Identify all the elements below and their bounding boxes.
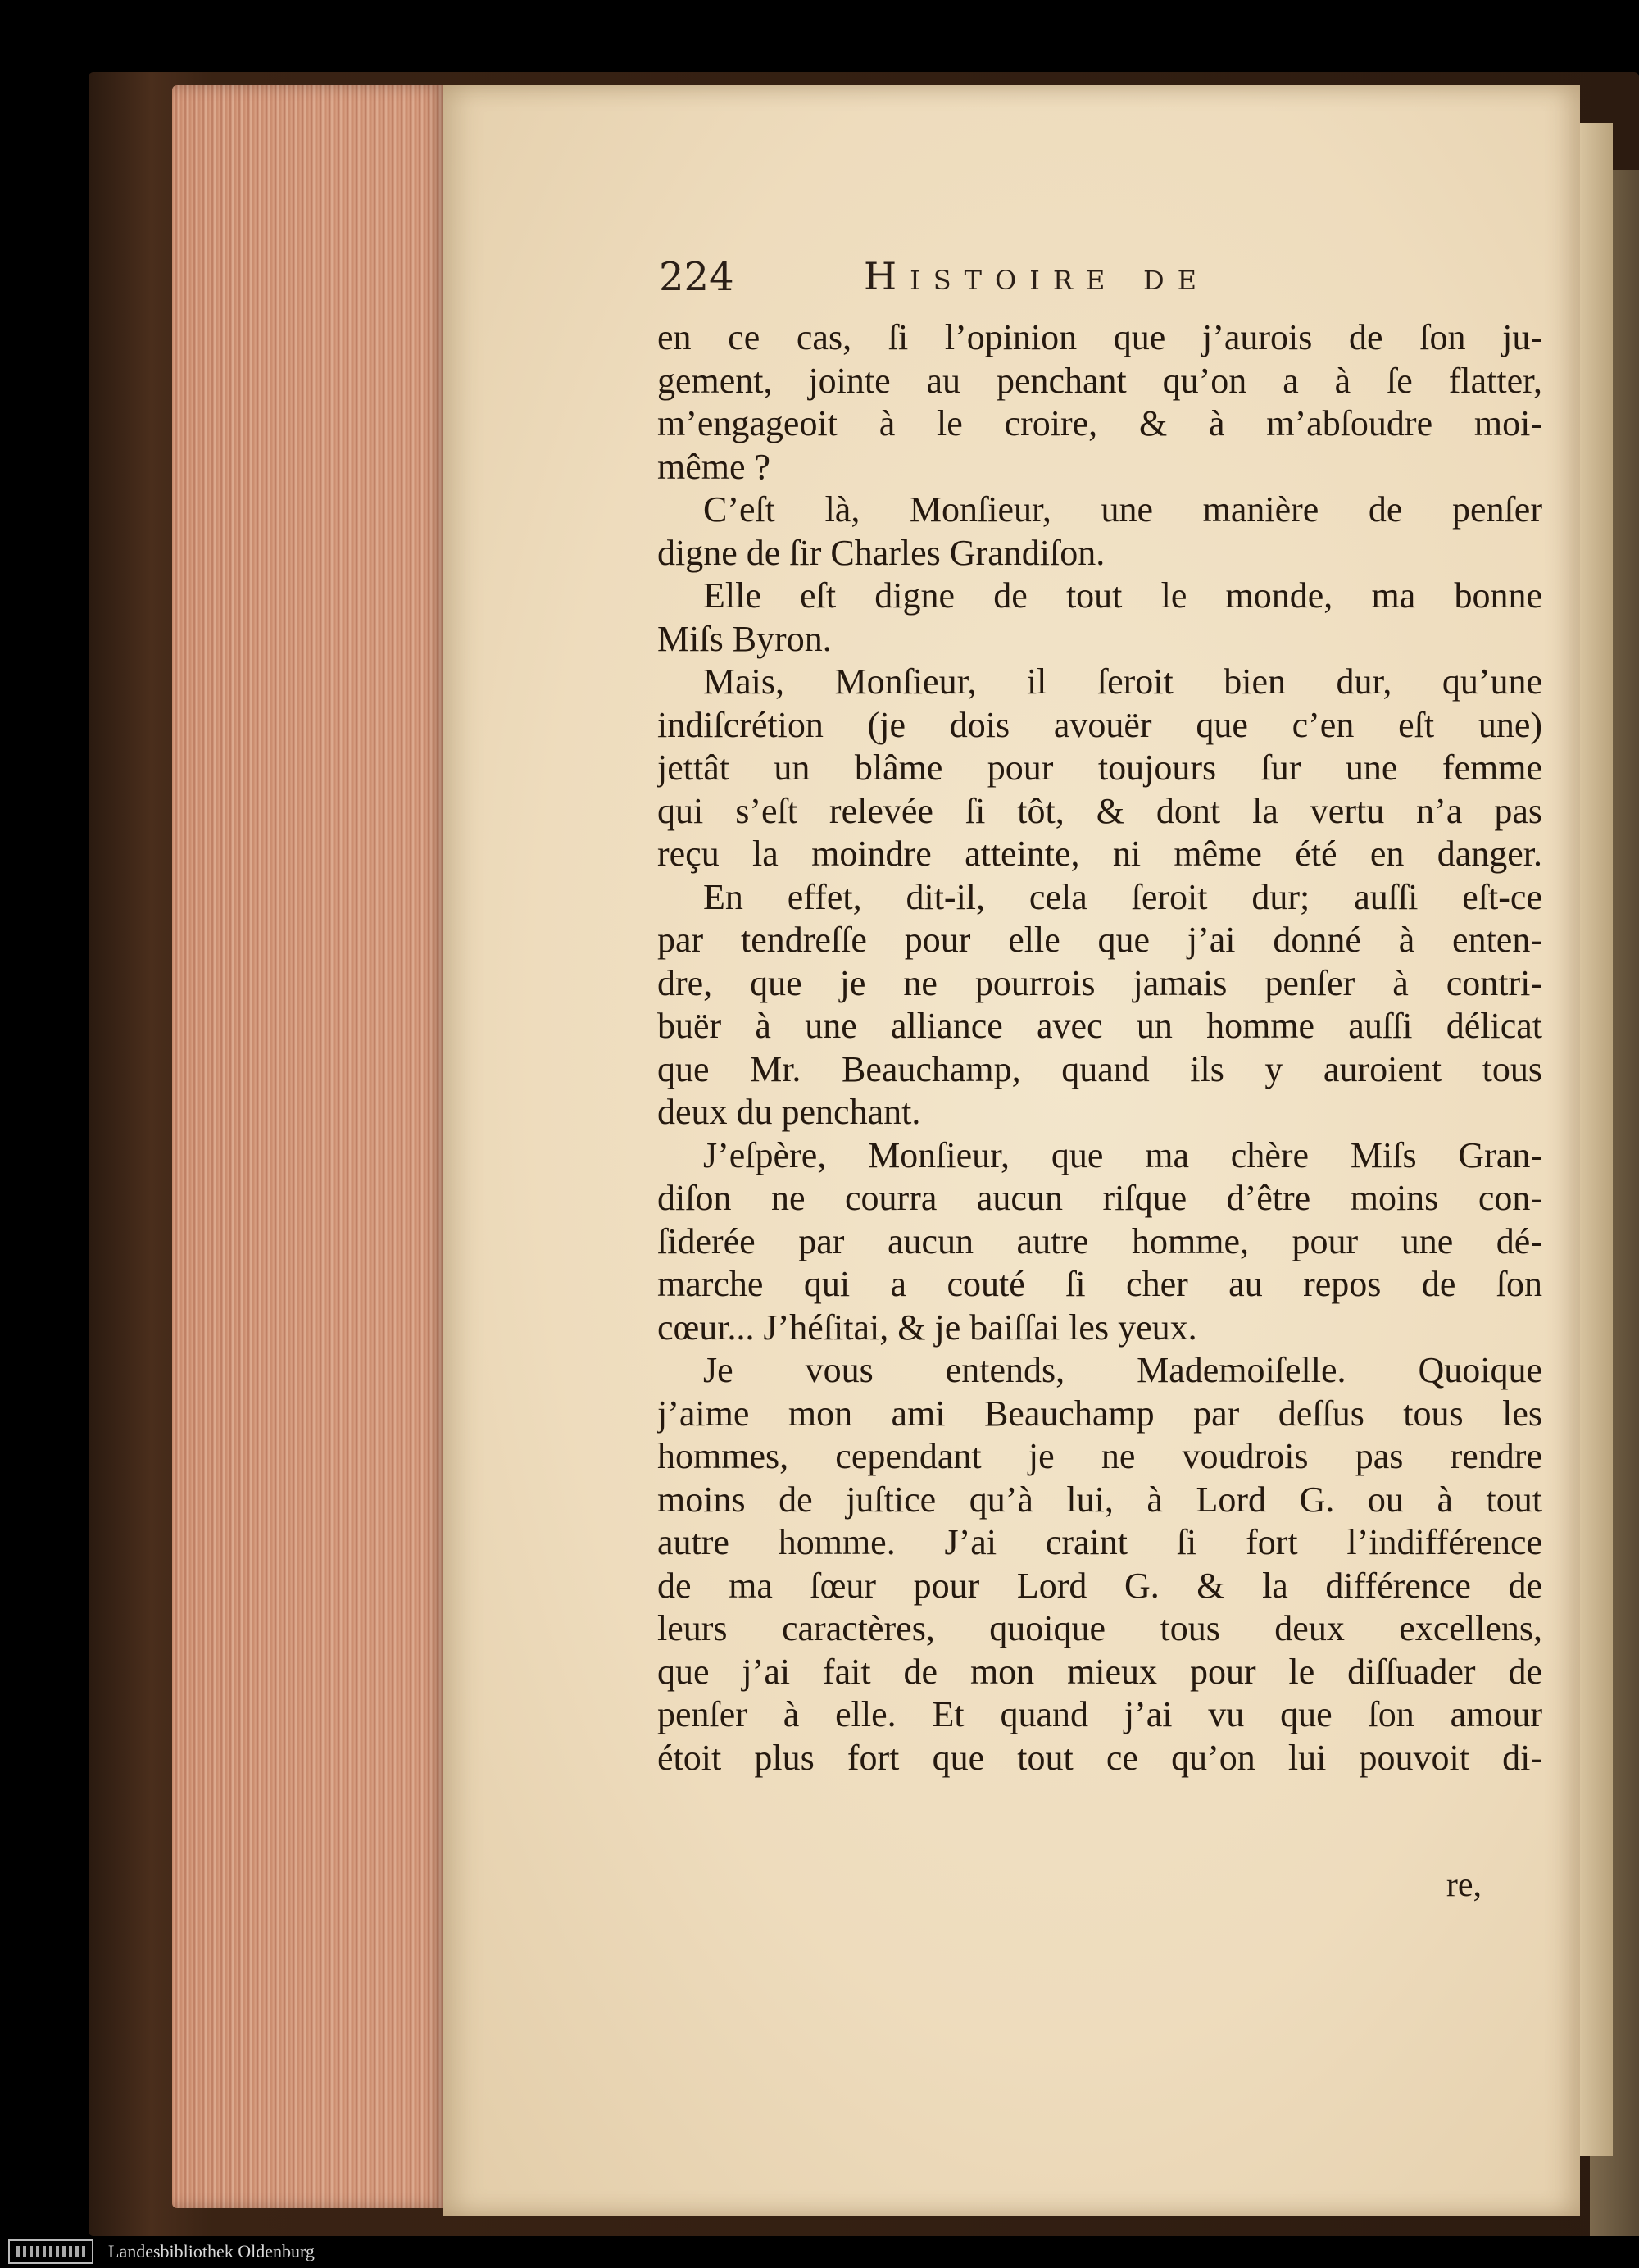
footer-bar xyxy=(0,2236,1639,2268)
text-line: m’engageoit à le croire, & à m’abſoudre moi- xyxy=(657,403,1542,443)
text-line: C’eſt là, Monſieur, une manière de penſer xyxy=(703,489,1542,530)
library-name: Landesbibliothek Oldenburg xyxy=(108,2241,315,2261)
text-line: diſon ne courra aucun riſque d’être moins con- xyxy=(657,1178,1542,1218)
catchword: re, xyxy=(1446,1866,1482,1904)
text-line: hommes, cependant je ne voudrois pas rendre xyxy=(657,1436,1542,1476)
text-line: Mais, Monſieur, il ſeroit bien dur, qu’une xyxy=(703,661,1542,702)
text-line: ſiderée par aucun autre homme, pour une dé- xyxy=(657,1220,1542,1261)
text-line: gement, jointe au penchant qu’on a à ſe flatter, xyxy=(657,360,1542,401)
text-line: buër à une alliance avec un homme auſſi délicat xyxy=(657,1006,1542,1046)
text-line: digne de ſir Charles Grandiſon. xyxy=(657,532,1106,573)
text-line: moins de juſtice qu’à lui, à Lord G. ou à tout xyxy=(657,1479,1542,1520)
page-fore-edge xyxy=(172,85,447,2208)
text-line: cœur... J’héſitai, & je baiſſai les yeux. xyxy=(657,1307,1197,1348)
text-line: leurs caractères, quoique tous deux excellens, xyxy=(657,1608,1542,1648)
page-number: 224 xyxy=(659,254,734,300)
text-line: étoit plus fort que tout ce qu’on lui pouvoit di- xyxy=(657,1737,1542,1778)
text-line: reçu la moindre atteinte, ni même été en danger. xyxy=(657,834,1542,874)
text-line: Elle eſt digne de tout le monde, ma bonne xyxy=(703,575,1542,616)
text-line: en ce cas, ſi l’opinion que j’aurois de ſon ju- xyxy=(657,317,1542,357)
text-line: Je vous entends, Mademoiſelle. Quoique xyxy=(703,1350,1542,1390)
text-line: jettât un blâme pour toujours ſur une femme xyxy=(657,748,1542,788)
library-building-logo-icon xyxy=(8,2239,93,2264)
book-page xyxy=(443,85,1580,2216)
text-line: En effet, dit-il, cela ſeroit dur; auſſi eſt-ce xyxy=(703,876,1542,917)
text-line: même ? xyxy=(657,446,771,487)
text-line: deux du penchant. xyxy=(657,1092,921,1132)
text-line: que Mr. Beauchamp, quand ils y auroient tous xyxy=(657,1048,1542,1089)
text-line: indiſcrétion (je dois avouër que c’en eſt une) xyxy=(657,704,1542,745)
text-line: par tendreſſe pour elle que j’ai donné à enten- xyxy=(657,920,1542,960)
text-line: J’eſpère, Monſieur, que ma chère Miſs Gran- xyxy=(703,1134,1542,1175)
text-line: Miſs Byron. xyxy=(657,618,832,659)
text-line: de ma ſœur pour Lord G. & la différence de xyxy=(657,1565,1542,1606)
text-line: que j’ai fait de mon mieux pour le diſſuader de xyxy=(657,1651,1542,1692)
text-line: j’aime mon ami Beauchamp par deſſus tous les xyxy=(657,1393,1542,1434)
body-text xyxy=(657,316,1542,1779)
text-line: marche qui a couté ſi cher au repos de ſon xyxy=(657,1264,1542,1304)
text-line: penſer à elle. Et quand j’ai vu que ſon amour xyxy=(657,1694,1542,1734)
text-line: qui s’eſt relevée ſi tôt, & dont la vertu n’a pas xyxy=(657,790,1542,831)
next-leaf-edge xyxy=(1580,123,1613,2156)
text-line: autre homme. J’ai craint ſi fort l’indifférence xyxy=(657,1522,1542,1562)
running-title: Histoire de xyxy=(864,254,1210,298)
running-head xyxy=(659,254,1560,320)
text-line: dre, que je ne pourrois jamais penſer à contri- xyxy=(657,962,1542,1003)
